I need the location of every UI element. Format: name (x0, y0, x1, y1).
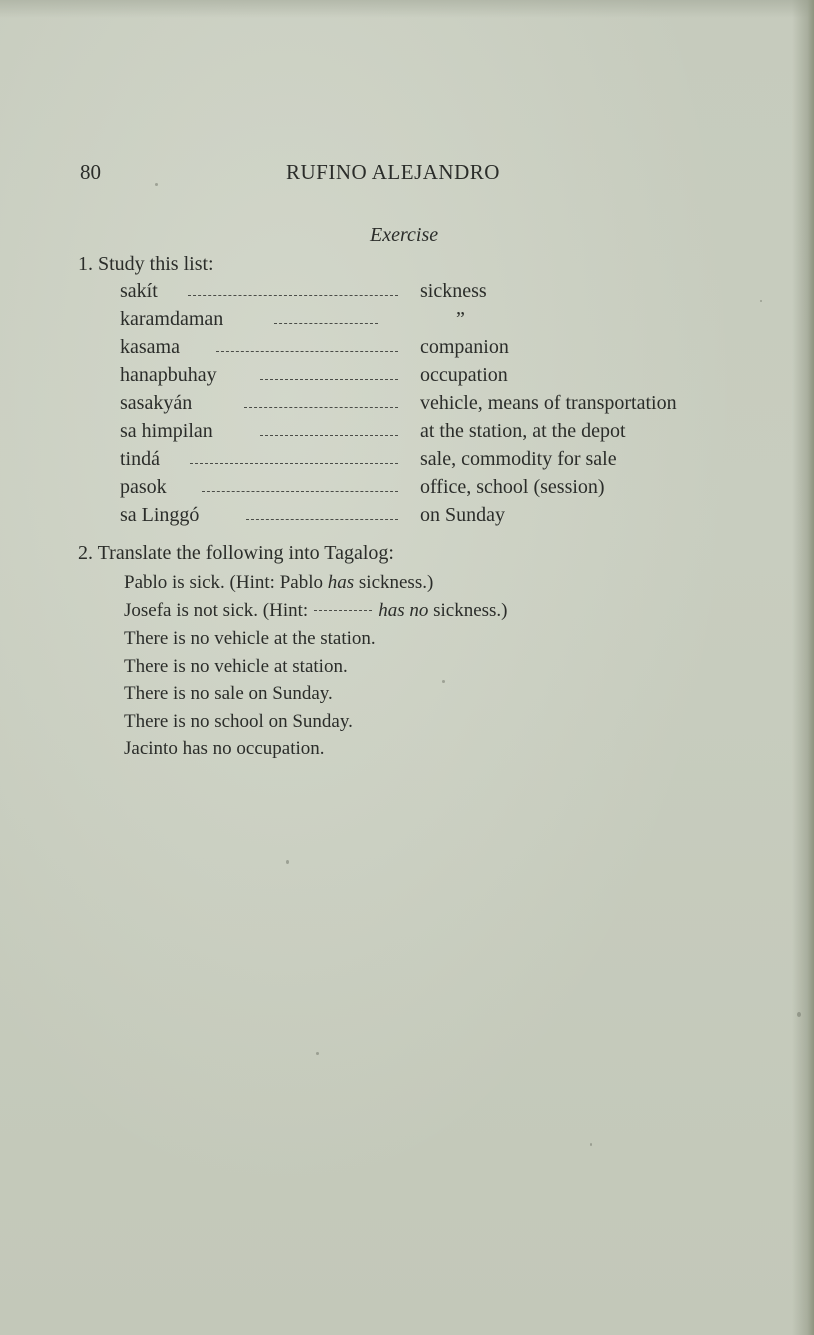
dotted-leader (246, 519, 398, 520)
paper-speck (590, 1143, 592, 1146)
page-right-edge (792, 0, 814, 1335)
vocab-term: sa himpilan (120, 420, 213, 442)
vocab-row (120, 476, 780, 504)
dotted-leader (202, 491, 398, 492)
dotted-leader (244, 407, 398, 408)
vocab-row (120, 448, 780, 476)
sentence-text: Pablo is sick. (Hint: Pablo (124, 572, 328, 593)
sentence-italic: has no (378, 600, 429, 621)
paper-speck (442, 680, 445, 683)
dotted-leader (274, 323, 378, 324)
paper-speck (316, 1052, 319, 1055)
page-top-shadow (0, 0, 814, 18)
vocab-row (120, 336, 780, 364)
sentence-1 (124, 572, 433, 594)
vocab-term: pasok (120, 476, 167, 498)
page-number: 80 (80, 160, 101, 184)
dotted-leader (216, 351, 398, 352)
vocab-term: tindá (120, 448, 160, 470)
dotted-leader (188, 295, 398, 296)
question-1-label: 1. Study this list: (78, 253, 214, 275)
paper-speck (797, 1012, 801, 1017)
exercise-title: Exercise (370, 224, 439, 246)
paper-speck (760, 300, 762, 302)
paper-speck (155, 183, 158, 186)
vocab-term: karamdaman (120, 308, 224, 330)
running-head: RUFINO ALEJANDRO (286, 160, 500, 184)
sentence-italic: has (327, 572, 355, 593)
sentence-4: There is no vehicle at station. (124, 656, 348, 677)
sentence-6: There is no school on Sunday. (124, 711, 353, 732)
vocab-term: kasama (120, 336, 180, 358)
vocab-term: sa Linggó (120, 504, 200, 526)
vocabulary-list (120, 280, 780, 532)
vocab-meaning: occupation (420, 364, 508, 386)
vocab-row (120, 280, 780, 308)
sentence-text: Josefa is not sick. (Hint: (124, 600, 309, 621)
sentence-7: Jacinto has no occupation. (124, 738, 325, 759)
vocab-meaning: companion (420, 336, 509, 358)
dotted-leader (260, 435, 398, 436)
vocab-meaning: ” (456, 308, 465, 330)
paper-speck (286, 860, 289, 864)
vocab-term: hanapbuhay (120, 364, 217, 386)
vocab-meaning: at the station, at the depot (420, 420, 626, 442)
page-header (80, 160, 760, 190)
sentence-5: There is no sale on Sunday. (124, 683, 333, 704)
vocab-meaning: sickness (420, 280, 487, 302)
vocab-term: sasakyán (120, 392, 193, 414)
vocab-meaning: office, school (session) (420, 476, 605, 498)
vocab-row (120, 420, 780, 448)
vocab-term: sakít (120, 280, 158, 302)
dotted-leader (260, 379, 398, 380)
blank-line (314, 610, 372, 611)
vocab-meaning: sale, commodity for sale (420, 448, 617, 470)
sentence-2 (124, 600, 508, 622)
question-2-label: 2. Translate the following into Tagalog: (78, 542, 394, 564)
sentence-text: sickness.) (354, 572, 434, 593)
vocab-meaning: vehicle, means of transportation (420, 392, 677, 414)
vocab-meaning: on Sunday (420, 504, 505, 526)
vocab-row (120, 504, 780, 532)
sentence-3: There is no vehicle at the station. (124, 628, 376, 649)
sentence-text: sickness.) (428, 600, 508, 621)
dotted-leader (190, 463, 398, 464)
vocab-row (120, 364, 780, 392)
vocab-row (120, 392, 780, 420)
vocab-row (120, 308, 780, 336)
